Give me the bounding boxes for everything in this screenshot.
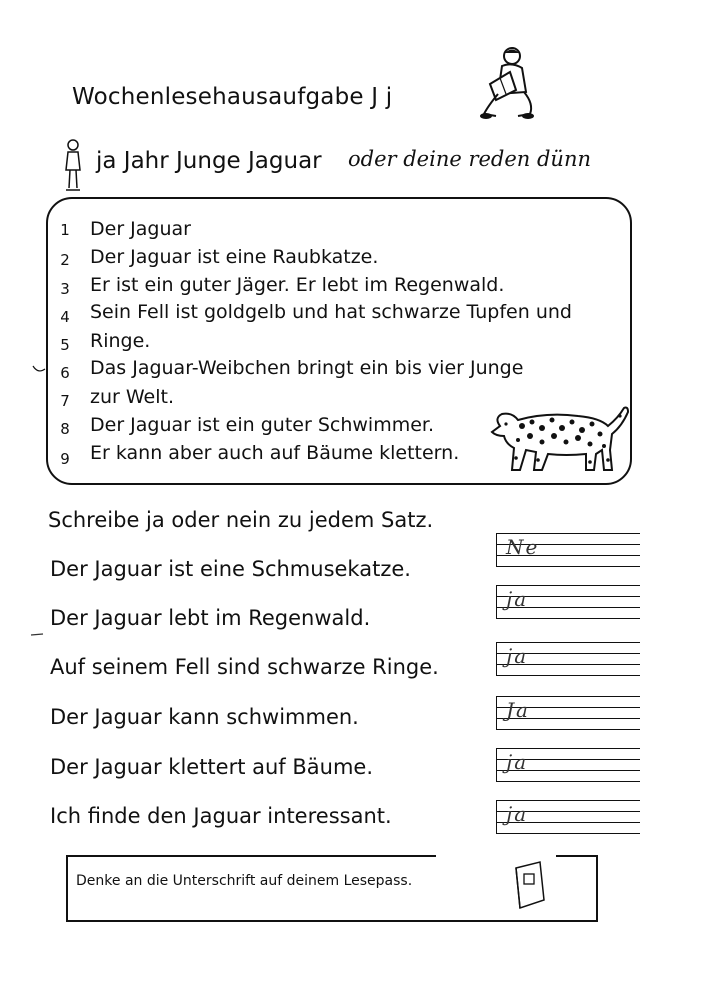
answer-field[interactable] xyxy=(496,585,640,619)
lesepass-booklet-icon xyxy=(512,860,552,910)
statement-text: Der Jaguar lebt im Regenwald. xyxy=(50,606,371,630)
handwritten-answer: ja xyxy=(506,750,529,774)
answer-field[interactable] xyxy=(496,696,640,730)
line-number: 4 xyxy=(60,308,70,326)
signature-reminder-text: Denke an die Unterschrift auf deinem Lesepass. xyxy=(76,873,413,889)
reading-line: Sein Fell ist goldgelb und hat schwarze Tupfen und xyxy=(90,301,572,323)
margin-tick xyxy=(30,631,44,637)
worksheet-title: Wochenlesehausaufgabe J j xyxy=(72,84,393,110)
answer-field[interactable] xyxy=(496,533,640,567)
answer-field[interactable] xyxy=(496,800,640,834)
reading-line: Das Jaguar-Weibchen bringt ein bis vier Junge xyxy=(90,357,524,379)
child-figure-icon xyxy=(62,138,84,194)
statement-text: Der Jaguar kann schwimmen. xyxy=(50,705,359,729)
practice-words-print: ja Jahr Junge Jaguar xyxy=(96,148,322,174)
line-number: 7 xyxy=(60,392,70,410)
reading-line: Der Jaguar ist ein guter Schwimmer. xyxy=(90,414,435,436)
reading-line: zur Welt. xyxy=(90,386,174,408)
handwritten-answer: Ja xyxy=(506,698,530,722)
statement-text: Auf seinem Fell sind schwarze Ringe. xyxy=(50,655,439,679)
line-number: 8 xyxy=(60,420,70,438)
statement-text: Der Jaguar klettert auf Bäume. xyxy=(50,755,374,779)
handwritten-answer: Ne xyxy=(506,535,540,559)
line-number: 3 xyxy=(60,280,70,298)
statement-text: Ich finde den Jaguar interessant. xyxy=(50,804,392,828)
exercise-instruction: Schreibe ja oder nein zu jedem Satz. xyxy=(48,508,434,532)
line-number: 9 xyxy=(60,450,70,468)
line-number: 2 xyxy=(60,251,70,269)
reading-line: Der Jaguar xyxy=(90,218,191,240)
answer-field[interactable] xyxy=(496,748,640,782)
jaguar-illustration xyxy=(486,404,632,476)
margin-mark xyxy=(32,364,46,376)
handwritten-answer: ja xyxy=(506,802,529,826)
handwritten-answer: ja xyxy=(506,644,529,668)
answer-field[interactable] xyxy=(496,642,640,676)
reading-line: Er ist ein guter Jäger. Er lebt im Regenwald. xyxy=(90,274,505,296)
reading-line: Ringe. xyxy=(90,330,151,352)
line-number: 1 xyxy=(60,221,70,239)
statement-text: Der Jaguar ist eine Schmusekatze. xyxy=(50,557,411,581)
child-reading-book-icon xyxy=(476,44,538,122)
line-number: 5 xyxy=(60,336,70,354)
line-number: 6 xyxy=(60,364,70,382)
handwritten-answer: ja xyxy=(506,587,529,611)
reading-line: Der Jaguar ist eine Raubkatze. xyxy=(90,246,379,268)
reading-line: Er kann aber auch auf Bäume klettern. xyxy=(90,442,460,464)
practice-words-script: oder deine reden dünn xyxy=(348,147,591,171)
